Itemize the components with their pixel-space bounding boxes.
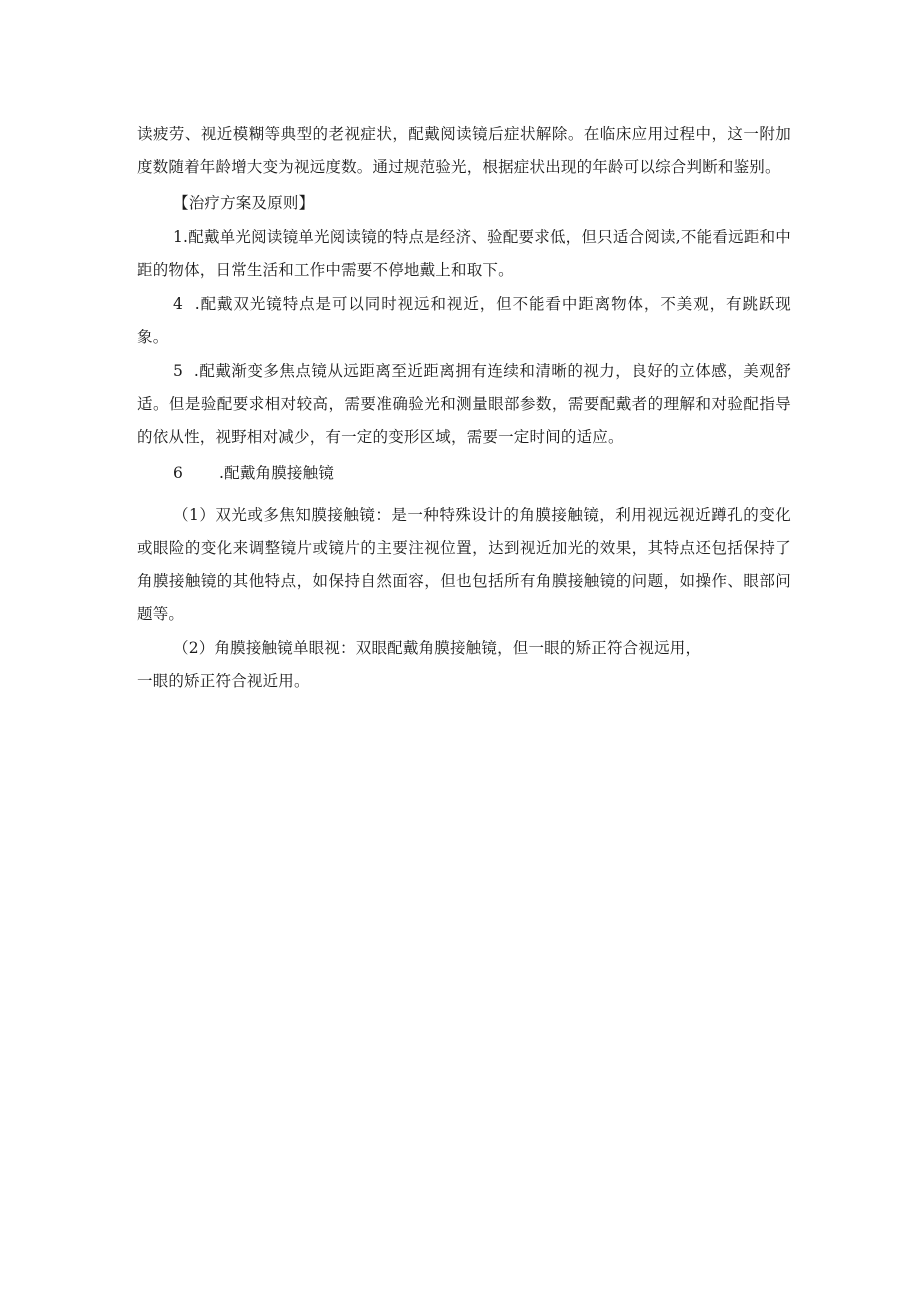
item-4-text: .配戴双光镜特点是可以同时视远和视近，但不能看中距离物体，不美观，有跳跃现象。 [137, 295, 791, 346]
sub-item-1-paragraph: （1）双光或多焦知膜接触镜：是一种特殊设计的角膜接触镜，利用视远视近蹲孔的变化或眼险的变化来调整镜片或镜片的主要注视位置，达到视近加光的效果，其特点还包括保持了角膜接触镜的其他特点，如保持自然面容，但也包括所有角膜接触镜的问题，如操作、眼部问题等。 [137, 506, 791, 623]
sub-item-2-line-2: 一眼的矫正符合视近用。 [137, 672, 310, 690]
item-4-number: 4 [173, 295, 184, 313]
item-1-paragraph: 1.配戴单光阅读镜单光阅读镜的特点是经济、验配要求低，但只适合阅读,不能看远距和中距的物体，日常生活和工作中需要不停地戴上和取下。 [137, 228, 791, 279]
item-6-paragraph [137, 457, 791, 490]
intro-paragraph: 读疲劳、视近模糊等典型的老视症状，配戴阅读镜后症状解除。在临床应用过程中，这一附加度数随着年龄增大变为视远度数。通过规范验光，根据症状出现的年龄可以综合判断和鉴别。 [137, 125, 791, 176]
item-5-text: .配戴渐变多焦点镜从远距离至近距离拥有连续和清晰的视力，良好的立体感，美观舒适。但是验配要求相对较高，需要准确验光和测量眼部参数，需要配戴者的理解和对验配指导的依从性，视野相对减少，有一定的变形区域，需要一定时间的适应。 [137, 362, 791, 446]
document-body [137, 118, 791, 698]
section-heading: 【治疗方案及原则】 [173, 194, 315, 212]
item-5-number: 5 [173, 362, 184, 380]
item-5-paragraph [137, 355, 791, 454]
sub-item-2-line-1: （2）角膜接触镜单眼视：双眼配戴角膜接触镜，但一眼的矫正符合视远用， [173, 639, 702, 657]
item-4-paragraph [137, 288, 791, 354]
item-6-text: .配戴角膜接触镜 [219, 464, 335, 482]
sub-item-2-paragraph [137, 632, 791, 698]
item-6-number: 6 [173, 464, 184, 482]
